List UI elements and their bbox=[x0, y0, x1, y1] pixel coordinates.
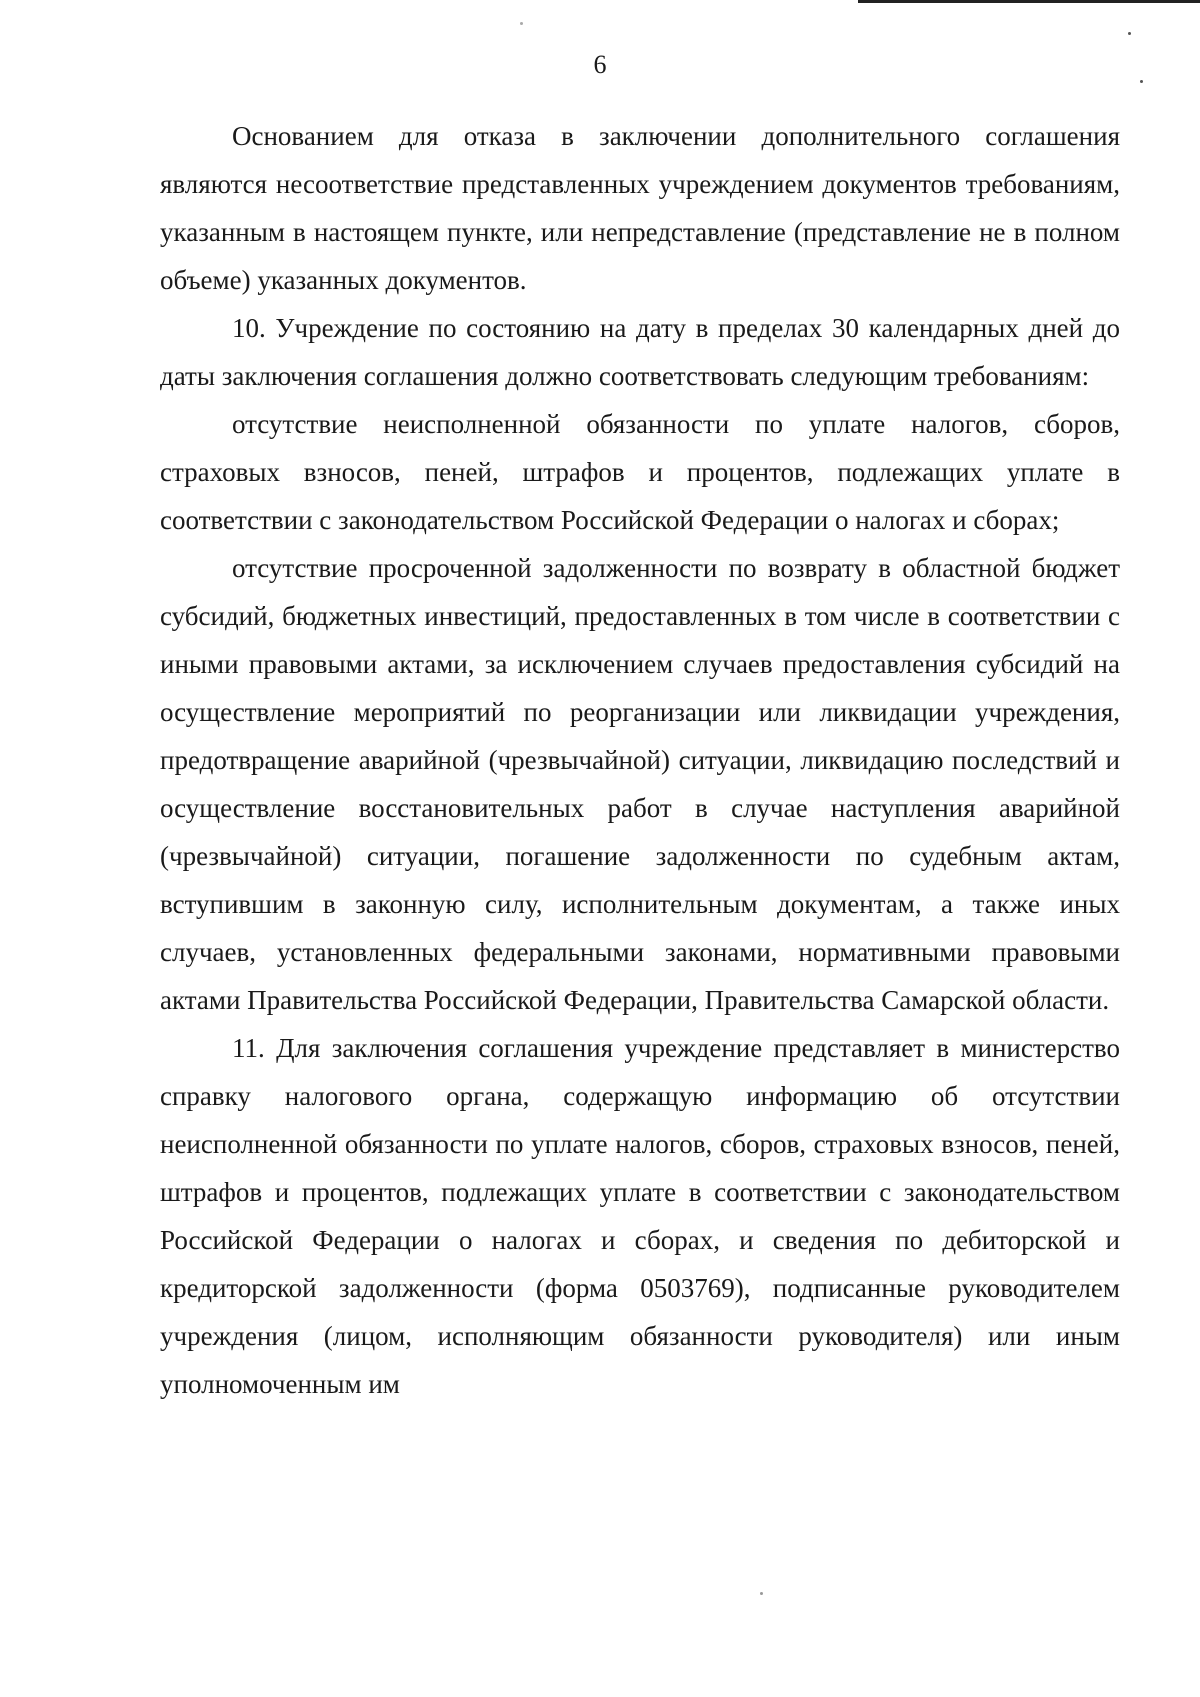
paragraph-no-overdue-debt: отсутствие просроченной задолженности по возврату в областной бюджет субсидий, бюджетных инвестиций, предоставленных в том числе в соответствии с иными правовыми актами, за исключением случаев предоставления субсидий на осуществление мероприятий по реорганизации или ликвидации учреждения, предотвращение аварийной (чрезвычайной) ситуации, ликвидацию последствий и осуществление восстановительных работ в случае наступления аварийной (чрезвычайной) ситуации, погашение задолженности по судебным актам, вступившим в законную силу, исполнительным документам, а также иных случаев, установленных федеральными законами, нормативными правовыми актами Правительства Российской Федерации, Правительства Самарской области. bbox=[160, 553, 1120, 1015]
top-border-line bbox=[858, 0, 1200, 3]
scan-speck bbox=[1128, 32, 1131, 35]
scan-speck bbox=[520, 22, 523, 25]
scan-speck bbox=[1140, 80, 1143, 83]
scan-speck bbox=[760, 1592, 763, 1595]
page-number: 6 bbox=[593, 50, 607, 79]
paragraph-item-10: 10. Учреждение по состоянию на дату в пределах 30 календарных дней до даты заключения соглашения должно соответствовать следующим требованиям: bbox=[160, 313, 1120, 391]
document-body bbox=[160, 112, 1120, 1408]
paragraph-no-tax-debt: отсутствие неисполненной обязанности по уплате налогов, сборов, страховых взносов, пеней, штрафов и процентов, подлежащих уплате в соответствии с законодательством Российской Федерации о налогах и сборах; bbox=[160, 409, 1120, 535]
paragraph-item-11: 11. Для заключения соглашения учреждение представляет в министерство справку налогового органа, содержащую информацию об отсутствии неисполненной обязанности по уплате налогов, сборов, страховых взносов, пеней, штрафов и процентов, подлежащих уплате в соответствии с законодательством Российской Федерации о налогах и сборах, и сведения по дебиторской и кредиторской задолженности (форма 0503769), подписанные руководителем учреждения (лицом, исполняющим обязанности руководителя) или иным уполномоченным им bbox=[160, 1033, 1120, 1399]
paragraph-refusal-grounds: Основанием для отказа в заключении дополнительного соглашения являются несоответствие представленных учреждением документов требованиям, указанным в настоящем пункте, или непредставление (представление не в полном объеме) указанных документов. bbox=[160, 121, 1120, 295]
